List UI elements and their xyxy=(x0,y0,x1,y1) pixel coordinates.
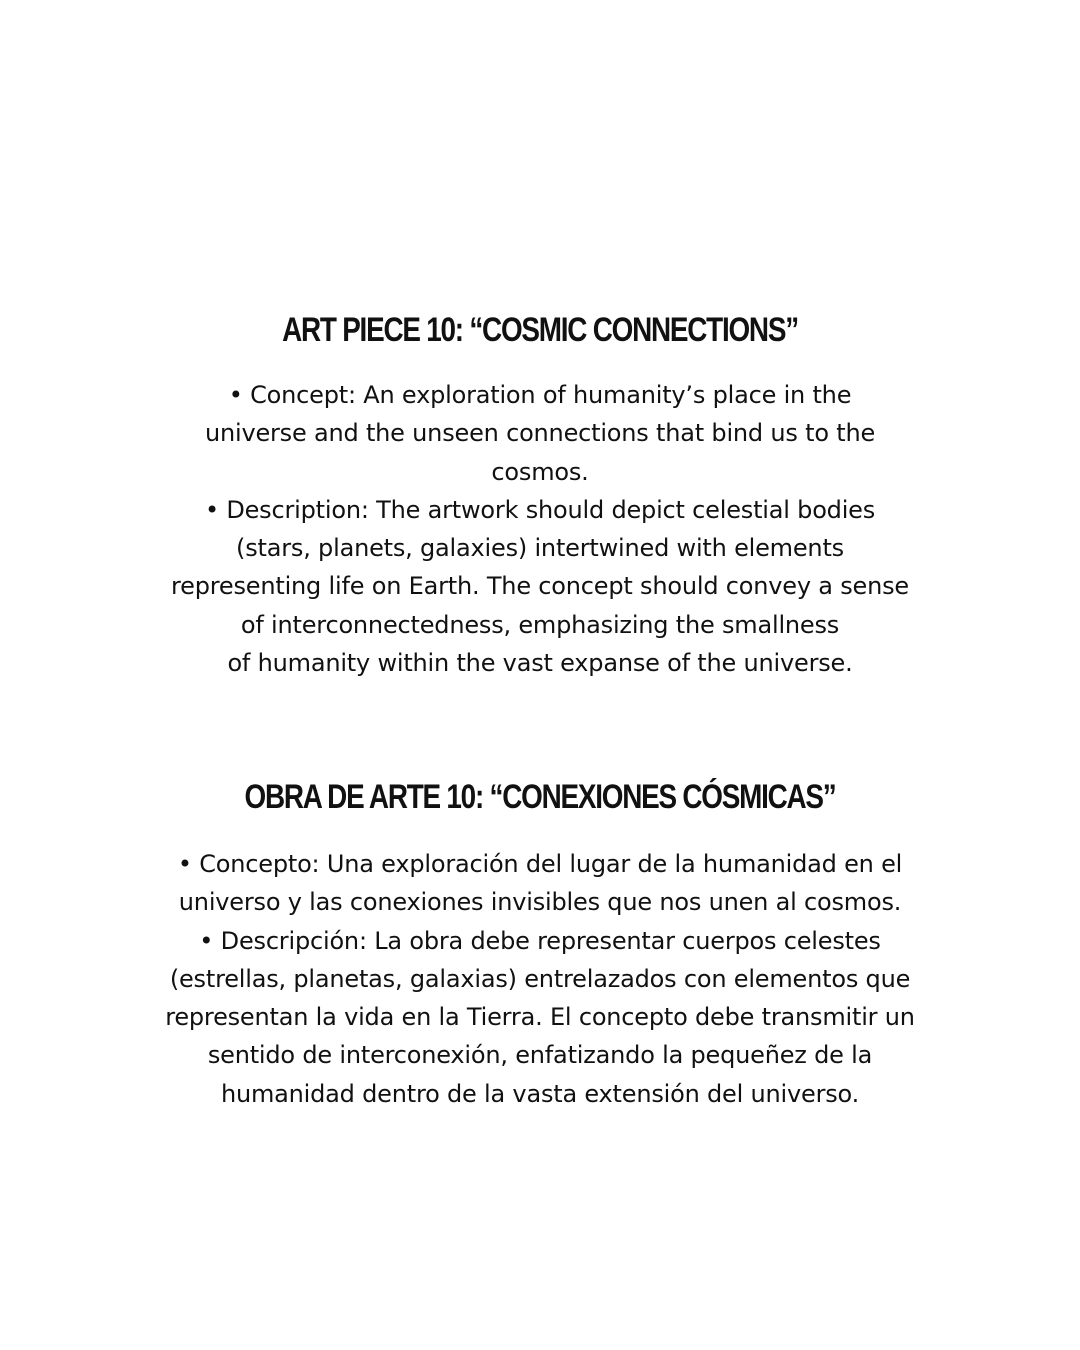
spanish-concept-line-1: • Concepto: Una exploración del lugar de la humanidad en el xyxy=(177,850,903,878)
english-body xyxy=(0,376,1080,682)
english-description-line-2: (stars, planets, galaxies) intertwined with elements xyxy=(236,534,844,563)
spanish-description-line-3: representan la vida en la Tierra. El concepto debe transmitir un xyxy=(165,1003,915,1032)
english-description-line-3: representing life on Earth. The concept should convey a sense xyxy=(171,572,909,601)
spanish-body xyxy=(0,845,1080,1113)
english-description-line-5: of humanity within the vast expanse of the universe. xyxy=(227,649,853,678)
english-section xyxy=(0,308,1080,682)
spanish-section xyxy=(0,775,1080,1113)
english-title: ART PIECE 10: “COSMIC CONNECTIONS” xyxy=(282,311,798,349)
english-concept-line-1: • Concept: An exploration of humanity’s place in the xyxy=(228,381,852,409)
english-concept-line-2: universe and the unseen connections that bind us to the xyxy=(204,419,876,448)
spanish-description-line-5: humanidad dentro de la vasta extensión del universo. xyxy=(220,1079,860,1108)
spanish-concept-line-2: universo y las conexiones invisibles que nos unen al cosmos. xyxy=(178,888,902,917)
english-description-line-4: of interconnectedness, emphasizing the smallness xyxy=(240,610,840,639)
english-description-line-1: • Description: The artwork should depict celestial bodies xyxy=(204,495,876,524)
spanish-description-line-2: (estrellas, planetas, galaxias) entrelazados con elementos que xyxy=(169,964,911,993)
spanish-description-line-4: sentido de interconexión, enfatizando la pequeñez de la xyxy=(207,1041,873,1070)
english-concept-line-3: cosmos. xyxy=(491,457,589,486)
spanish-description-line-1: • Descripción: La obra debe representar cuerpos celestes xyxy=(199,926,881,955)
spanish-title: OBRA DE ARTE 10: “CONEXIONES CÓSMICAS” xyxy=(244,778,836,816)
